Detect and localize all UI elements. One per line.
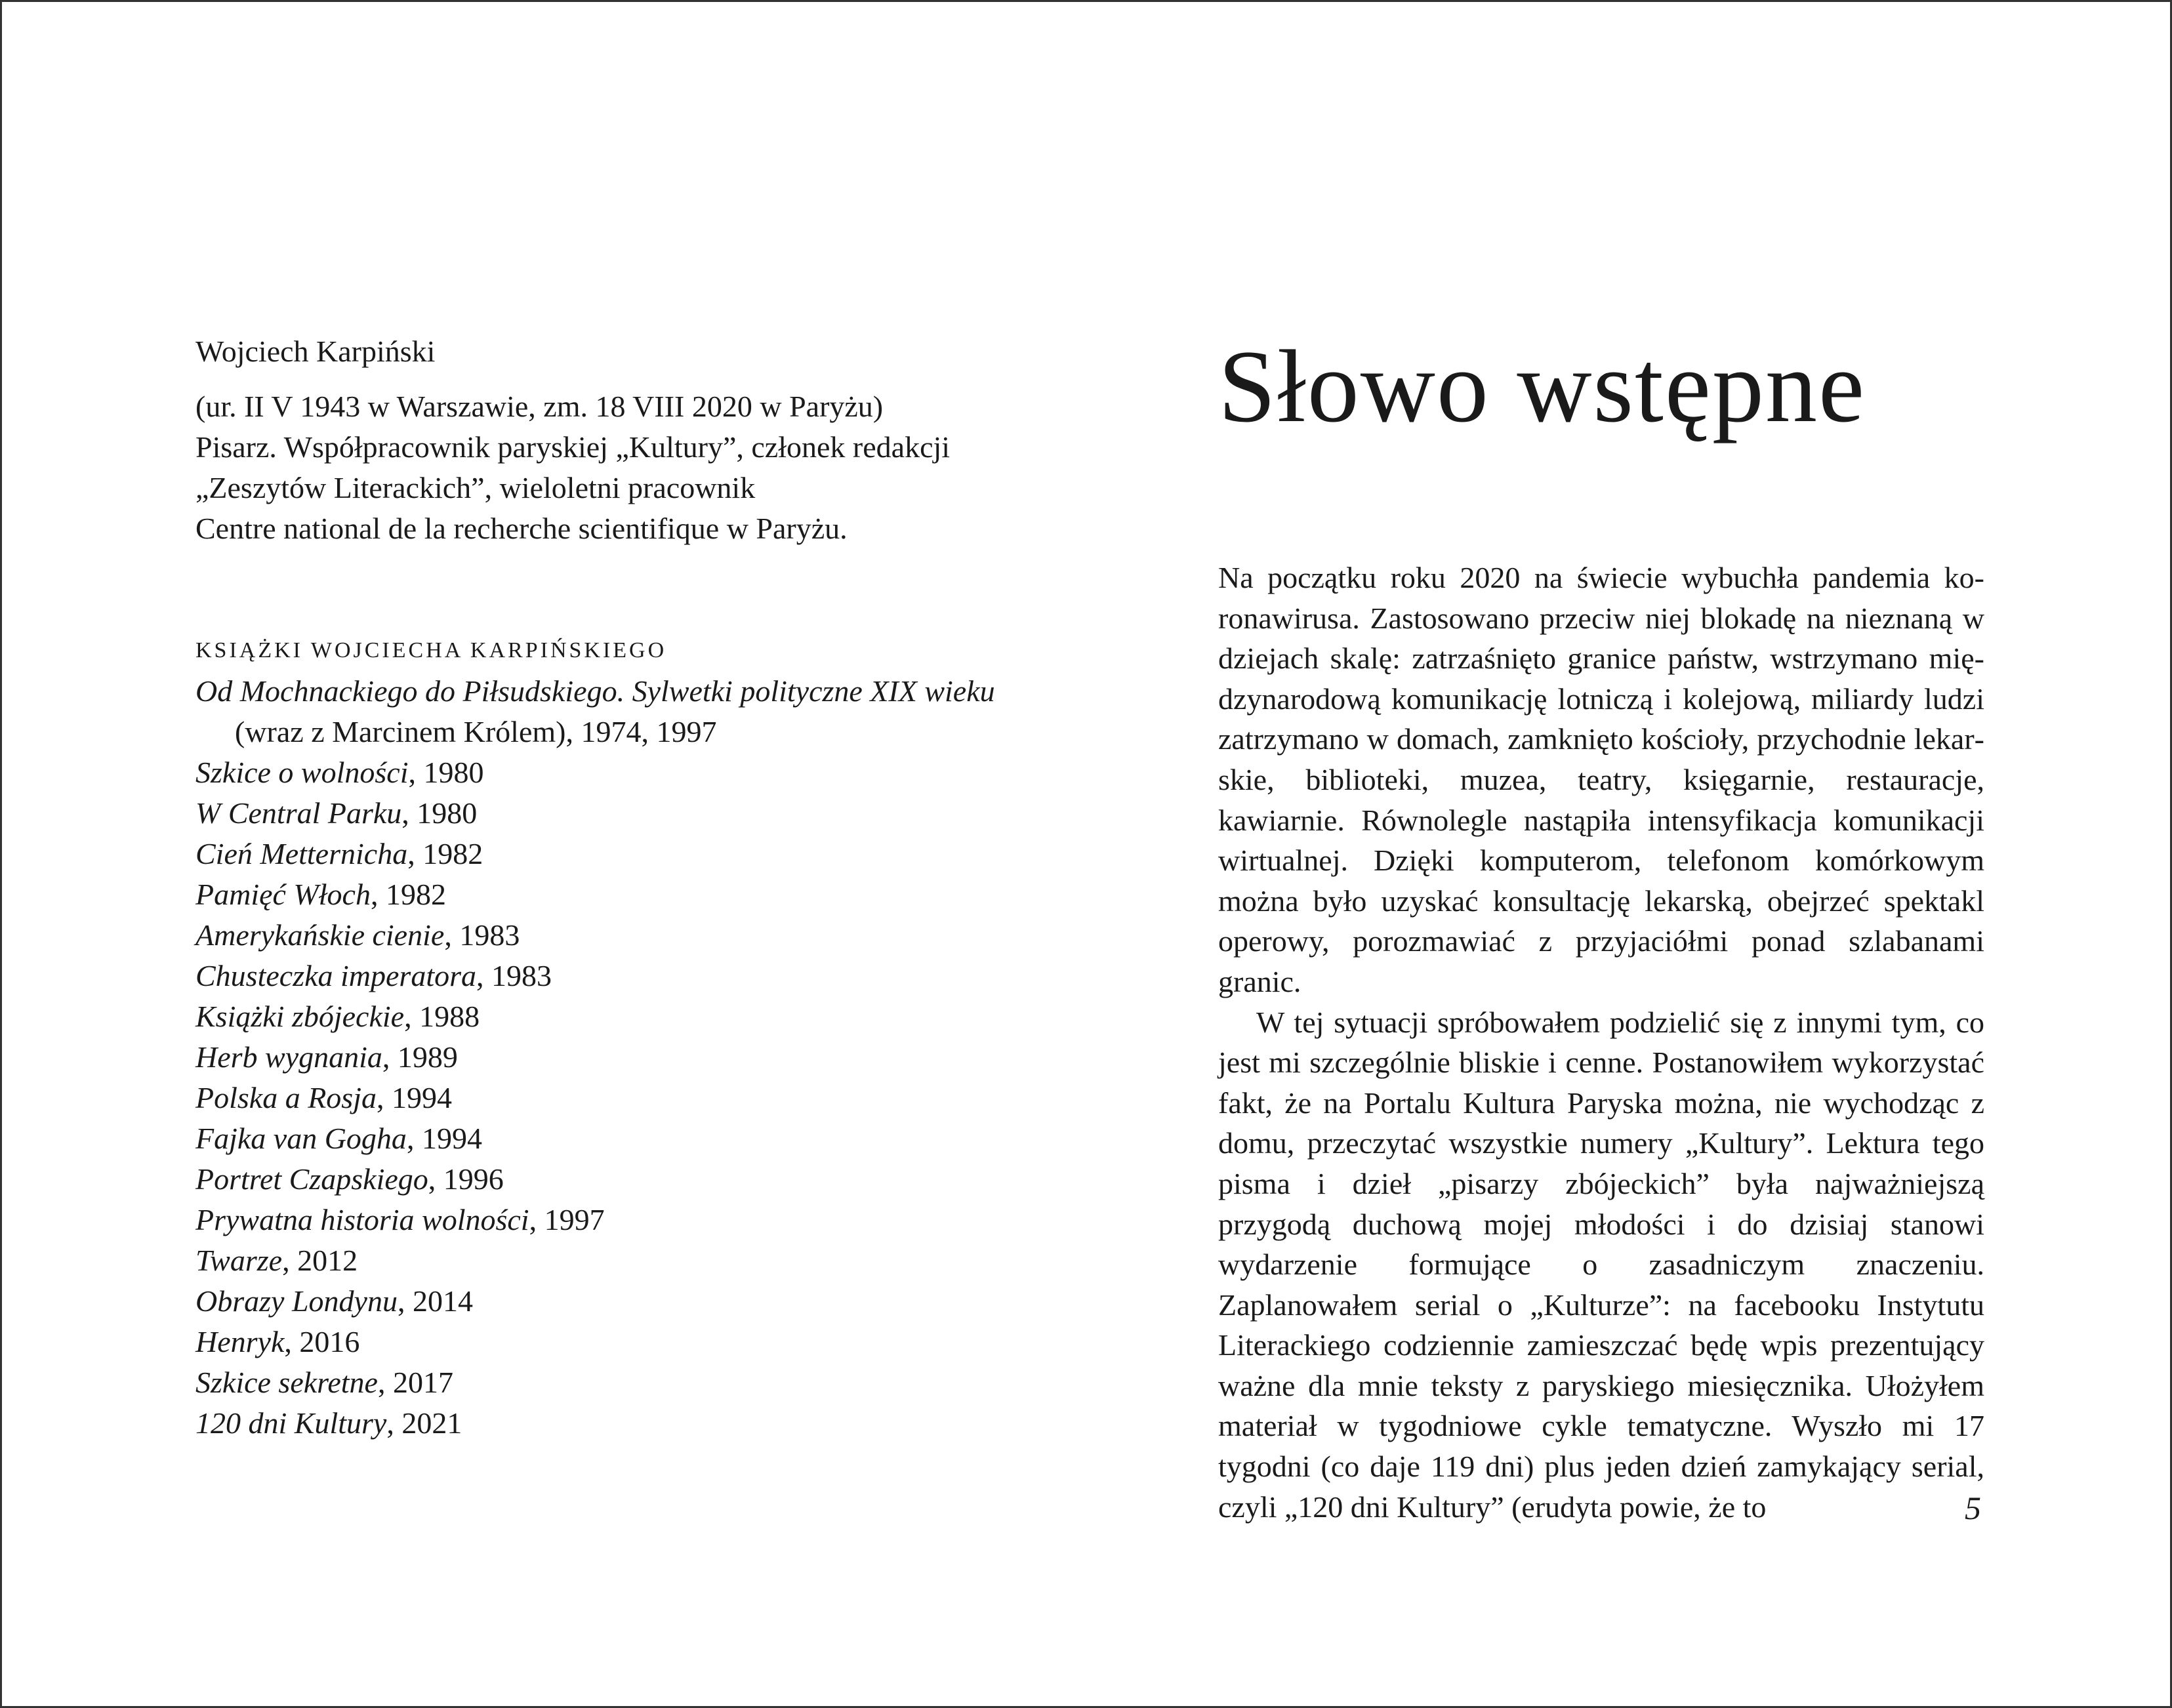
book-title: Twarze [195,1244,283,1277]
author-name: Wojciech Karpiński [195,335,436,368]
book-title: Portret Czapskiego [195,1162,428,1196]
book-item [195,1118,1048,1159]
book-details: , 2016 [284,1325,360,1358]
book-title: Herb wygnania [195,1040,382,1074]
book-item [195,834,1048,874]
book-item [195,1200,1048,1240]
book-title: Szkice o wolności [195,756,409,789]
book-item [195,1240,1048,1281]
book-item [195,752,1048,793]
book-item [195,671,1048,752]
book-title: Obrazy Londynu [195,1284,398,1318]
bio-line: (ur. II V 1943 w Warszawie, zm. 18 VIII 2020 w Paryżu) [195,390,884,423]
book-item [195,996,1048,1037]
book-details: , 2017 [377,1366,453,1399]
book-details: , 1994 [406,1122,482,1155]
book-title: Od Mochnackiego do Piłsudskiego. Sylwetki polityczne XIX wieku [195,674,995,708]
bio-line: Centre national de la recherche scientifique w Paryżu. [195,512,848,545]
book-title: W Central Parku [195,796,402,830]
bio-line: Pisarz. Współpracownik paryskiej „Kultury”, członek redakcji [195,430,951,464]
book-details: , 1994 [376,1081,452,1114]
chapter-title: Słowo wstępne [1218,329,1866,444]
book-details: , 2021 [386,1406,462,1440]
book-details: , 1980 [408,756,484,789]
book-details: , 1982 [407,837,483,870]
book-item [195,1403,1048,1444]
book-details: , 2014 [397,1284,473,1318]
book-details: , 1997 [529,1203,605,1236]
book-title: Amerykańskie cienie [195,918,445,952]
book-title: 120 dni Kultury [195,1406,387,1440]
book-details: (wraz z Marcinem Królem), 1974, 1997 [235,715,717,748]
book-item [195,1362,1048,1403]
book-title: Fajka van Gogha [195,1122,407,1155]
book-details: , 2012 [282,1244,358,1277]
book-item [195,1037,1048,1078]
book-details: , 1982 [370,878,446,911]
book-title: Pamięć Włoch [195,878,371,911]
book-item [195,1078,1048,1118]
paragraph: W tej sytuacji spróbowałem podzielić się z innymi tym, co jest mi szczególnie bliskie i cenne. Postanowiłem wykorzystać fakt, że na Portalu Kultura Paryska można, nie wychodząc z domu, przeczytać wszystkie numery „Kultury”. Lektura tego pisma i dzieł „pisarzy zbójeckich” była najważniejszą przygodą duchową mojej młodości i do dzisiaj stanowi wydarzenie formujące o zasadniczym znaczeniu. Zaplanowałem serial o „Kulturze”: na facebooku Instytutu Literackiego codziennie zamieszczać będę wpis prezentujący ważne dla mnie teksty z paryskiego miesięcznika. Ułożyłem materiał w tygodniowe cykle tematyczne. Wyszło mi 17 tygodni (co daje 119 dni) plus jeden dzień zamykający serial, czyli „120 dni Kultury” (erudyta powie, że to [1218,1005,1984,1524]
page-number: 5 [1965,1490,1981,1526]
book-item [195,1281,1048,1322]
book-item [195,874,1048,915]
book-list [195,671,1048,1444]
left-page [195,331,1048,1444]
book-details: , 1988 [404,1000,480,1033]
author-bio [195,386,1048,549]
book-details: , 1983 [476,959,552,992]
book-title: Prywatna historia wolności [195,1203,529,1236]
book-details: , 1989 [382,1040,458,1074]
books-heading: KSIĄŻKI WOJCIECHA KARPIŃSKIEGO [195,638,667,662]
book-title: Cień Metternicha [195,837,408,870]
book-details: , 1980 [401,796,478,830]
right-page [1218,328,1984,1527]
body-text [1218,558,1984,1527]
book-title: Polska a Rosja [195,1081,377,1114]
book-details: , 1996 [428,1162,504,1196]
paragraph: Na początku roku 2020 na świecie wybuchła pandemia koronawirusa. Zastosowano przeciw niej blokadę na nieznaną w dziejach skalę: zatrzaśnięto granice państw, wstrzymano międzynarodową komunikację lotniczą i kolejową, miliardy ludzi zatrzymano w domach, zamknięto kościoły, przychodnie lekarskie, biblioteki, muzea, teatry, księgarnie, restauracje, kawiarnie. Równolegle nastąpiła intensyfikacja komunikacji wirtualnej. Dzięki komputerom, telefonom komórkowym można było uzyskać konsultację lekarską, obejrzeć spektakl operowy, porozmawiać z przyjaciółmi ponad szlabanami granic. [1218,561,1984,998]
book-item [195,1322,1048,1362]
book-item [195,915,1048,956]
book-title: Książki zbójeckie [195,1000,405,1033]
book-item [195,793,1048,834]
book-title: Szkice sekretne [195,1366,378,1399]
book-details: , 1983 [444,918,520,952]
bio-line: „Zeszytów Literackich”, wieloletni pracownik [195,471,756,504]
book-title: Chusteczka imperatora [195,959,477,992]
book-item [195,1159,1048,1200]
book-item [195,956,1048,996]
book-title: Henryk [195,1325,285,1358]
